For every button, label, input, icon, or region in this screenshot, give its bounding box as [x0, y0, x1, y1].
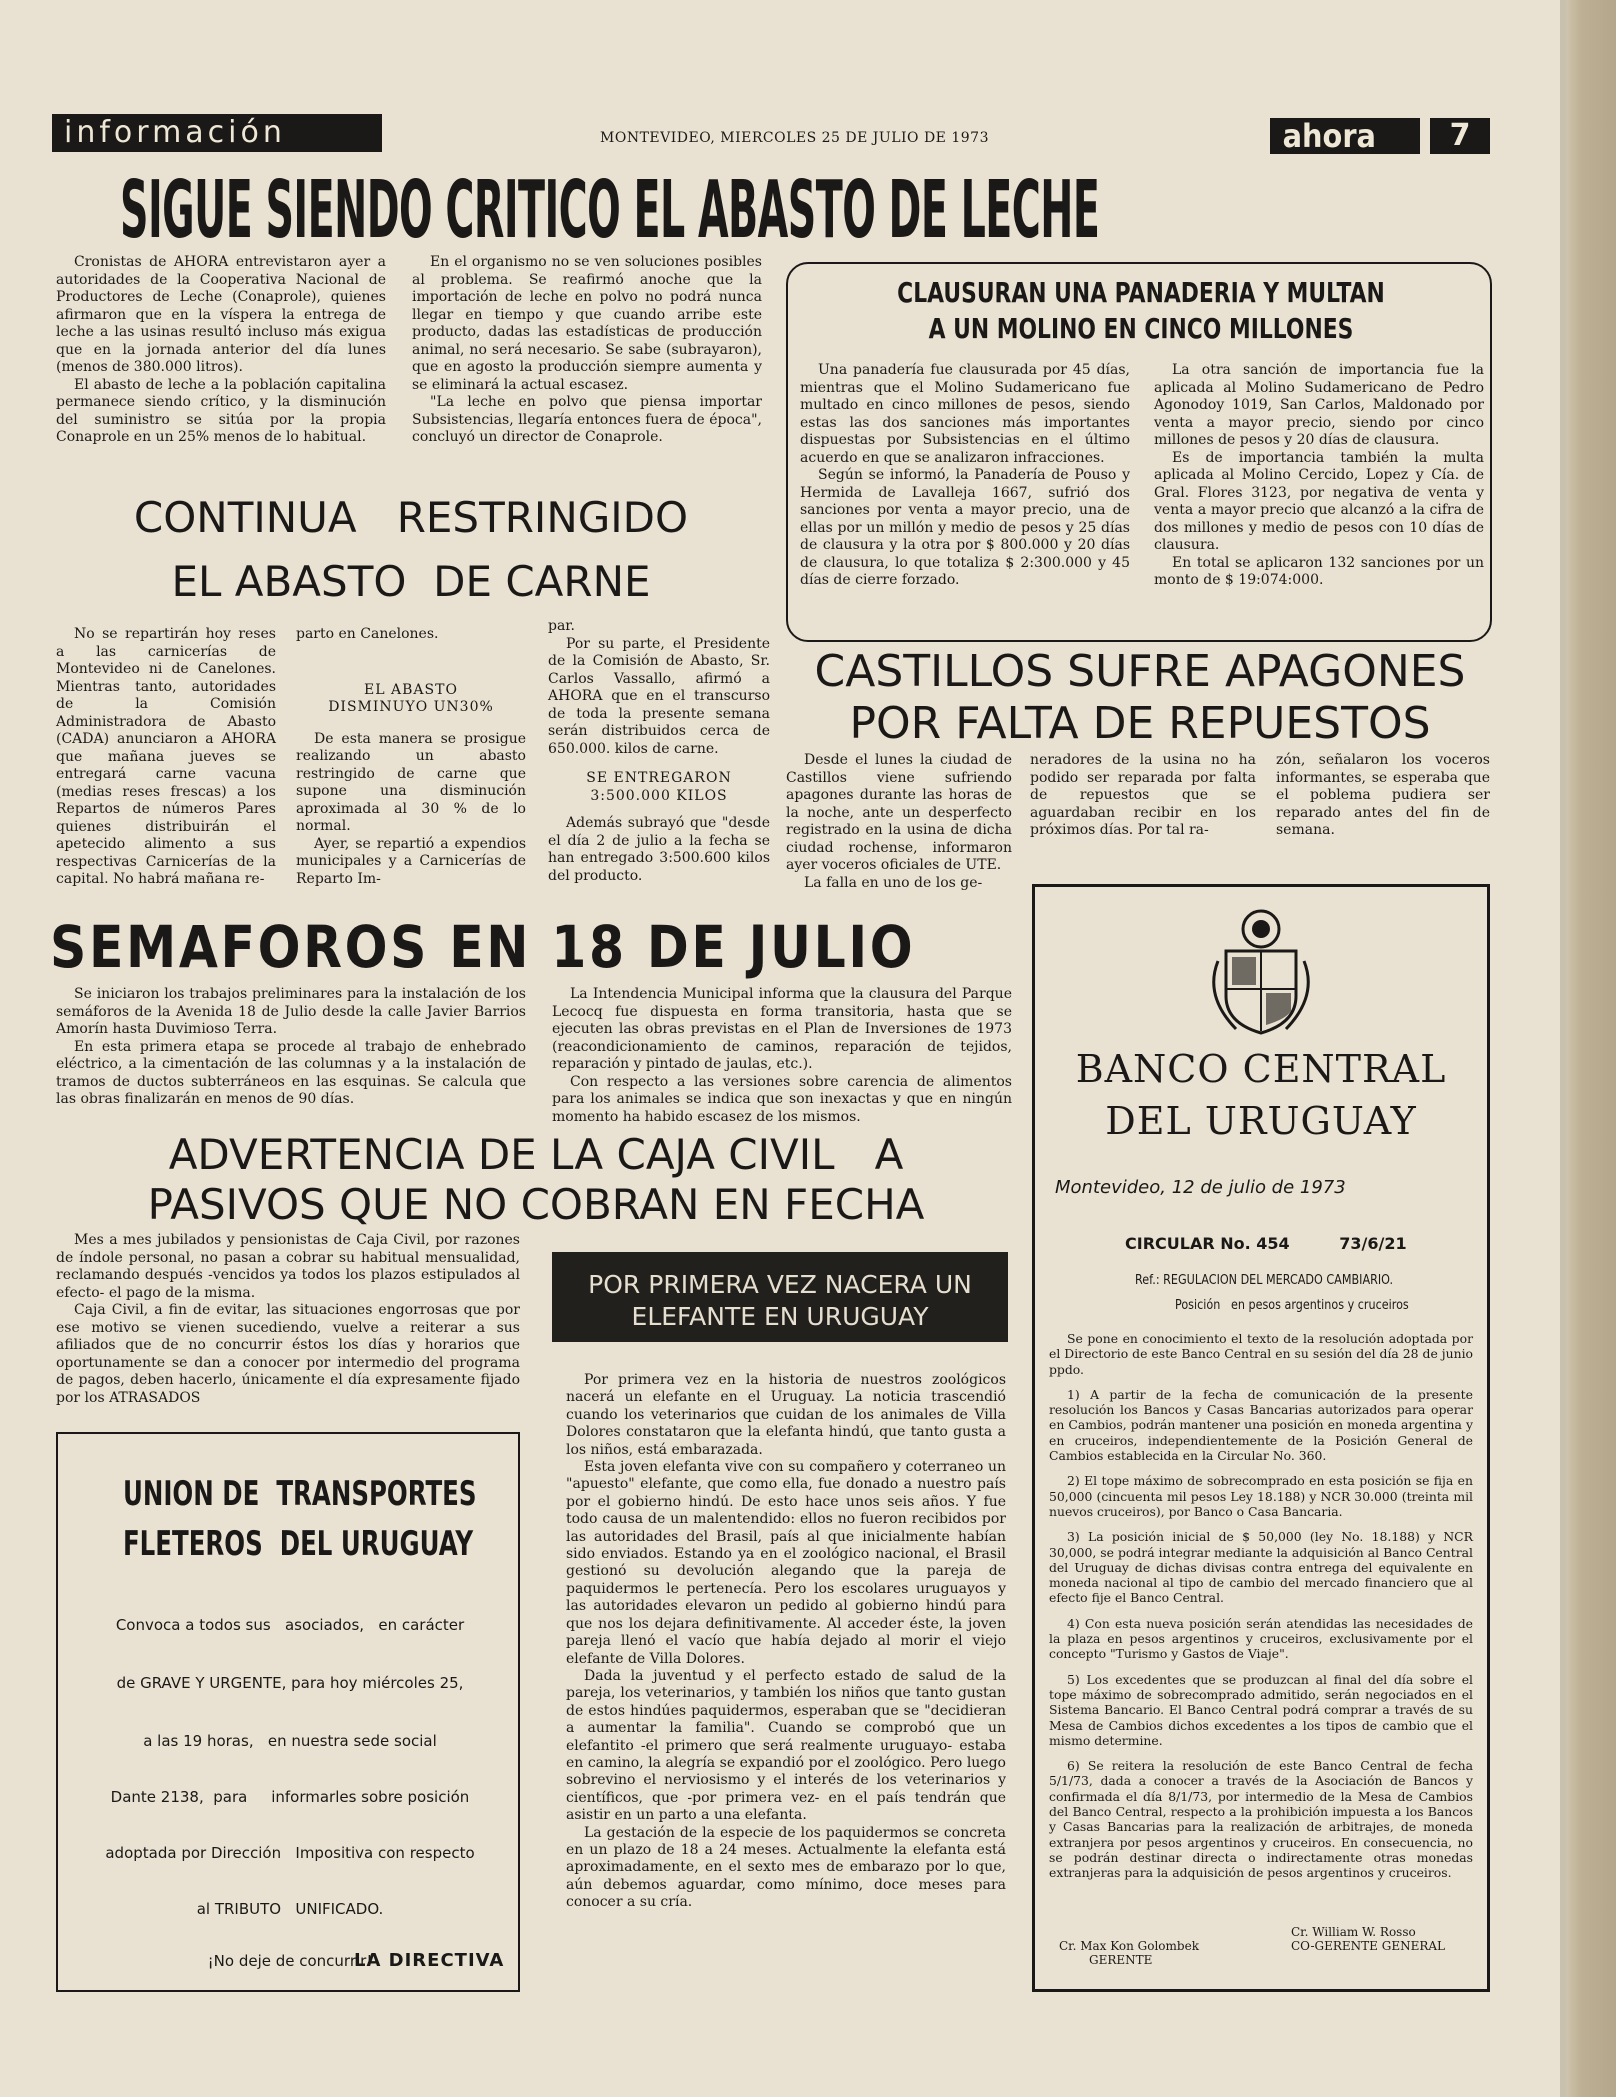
carne-headline-2: EL ABASTO DE CARNE [171, 557, 651, 606]
elefante-paragraph: La gestación de la especie de los paquidermos se concreta en un plazo de 18 a 24 meses. Actualmente la elefanta está aproximadamente, en el sexto mes de embarazo por lo que, aún debemos aguardar, como mínimo, doce meses para conocer a su cría. [566, 1824, 1006, 1911]
banco-signature-2 [1291, 1925, 1445, 1953]
carne-paragraph: parto en Canelones. [296, 626, 439, 642]
elefante-paragraph: Esta joven elefanta vive con su compañero y coterraneo un "apuesto" elefante, que como ella, fue donado a nuestro país por el gobierno hindú. De esto hace unos seis años. Y fue todo causa de un malentendido: ellos no fueron recibidos por las autoridades del Brasil, país al que inicialmente habían sido enviados. Estando ya en el zoológico nacional, el Brasil gestionó su devolución alegando que la pareja de paquidermos le pertenecía. Pero los escolares uruguayos y las autoridades elevaron un pedido al gobierno hindú para que nos los dejara definitivamente. Al acceder éste, la joven pareja llenó el vacío que había dejado al morir el viejo elefante de Villa Dolores. [566, 1459, 1006, 1667]
fleteros-line: Convoca a todos sus asociados, en carácter [115, 1616, 465, 1634]
castillos-paragraph: Desde el lunes la ciudad de Castillos viene sufriendo apagones durante las horas de la noche, ante un desperfecto registrado en la usina de dicha ciudad rochense, informaron ayer voceros oficiales de UTE. [786, 752, 1012, 873]
lead-paragraph: El abasto de leche a la población capitalina permanece siendo crítico, y la disminución del suministro se sitúa por la propia Conaprole en un 25% menos de lo habitual. [56, 376, 386, 445]
panaderia-headline-2: A UN MOLINO EN CINCO MILLONES [928, 312, 1354, 345]
carne-column-1 [56, 626, 276, 889]
semaforos-paragraph: Se iniciaron los trabajos preliminares para la instalación de los semáforos de la Avenida 18 de Julio desde la calle Javier Barrios Amorín hasta Duvimioso Terra. [56, 986, 526, 1037]
lead-paragraph: En el organismo no se ven soluciones posibles al problema. Se reafirmó anoche que la importación de leche en polvo no podrá nunca llegar en tiempo y que cuando arribe este producto, dadas las estadísticas de producción animal, no será necesario. Se sabe (subrayaron), que en agosto la producción siempre aumenta y se eliminará la actual escasez. [412, 254, 762, 393]
fleteros-line: a las 19 horas, en nuestra sede social [143, 1732, 437, 1750]
semaforos-paragraph: La Intendencia Municipal informa que la clausura del Parque Lecocq fue dispuesta en forma transitoria, hasta que se ejecuten las obras previstas en el Plan de Inversiones de 1973 (reacondicionamiento de caminos, reparación de tejidos, reparación y pintado de jaulas, etc.). [552, 986, 1012, 1072]
panaderia-box [786, 262, 1492, 642]
banco-date: Montevideo, 12 de julio de 1973 [1055, 1177, 1346, 1198]
panaderia-column-1 [800, 362, 1130, 590]
carne-paragraph: Por su parte, el Presidente de la Comisión de Abasto, Sr. Carlos Vassallo, afirmó a AHORA que en el transcurso de toda la presente semana serán distribuidos cerca de 650.000. kilos de carne. [548, 635, 770, 757]
dateline: MONTEVIDEO, MIERCOLES 25 DE JULIO DE 1973 [600, 130, 989, 146]
lead-headline: SIGUE SIENDO CRITICO EL ABASTO DE LECHE [120, 163, 1100, 256]
banco-circular-row [1125, 1234, 1487, 1253]
panaderia-paragraph: La otra sanción de importancia fue la aplicada al Molino Sudamericano de Pedro Agonodoy 1019, San Carlos, Maldonado por venta a mayor precio, siendo por cinco millones de pesos y 20 días de clausura. [1154, 362, 1484, 448]
fleteros-ad-box [56, 1432, 520, 1992]
elefante-body [566, 1372, 1006, 1912]
fleteros-line: ¡No deje de concurrir! [207, 1952, 373, 1970]
semaforos-column-1 [56, 986, 526, 1109]
castillos-headline-2: POR FALTA DE REPUESTOS [849, 698, 1431, 749]
banco-signature-title: CO-GERENTE GENERAL [1291, 1939, 1446, 1953]
banco-circular: CIRCULAR No. 454 [1125, 1234, 1290, 1253]
caja-body [56, 1232, 520, 1407]
elefante-paragraph: Dada la juventud y el perfecto estado de salud de la pareja, los veterinarios, y también los niños que tanto gustan de estos hindúes paquidermos, esperaban que se "decidieran a aumentar la familia". Cuando se comprobó que un elefantito -el primero que será realmente uruguayo- estaba en camino, la alegría se expandió por el zoológico. Pero luego sobrevino el nerviosismo y el interés de los veterinarios y científicos, que -por primera vez- en el país tendrán que asistir en un parto a una elefanta. [566, 1667, 1006, 1824]
banco-signature-1 [1059, 1939, 1199, 1967]
fleteros-title-2: FLETEROS DEL URUGUAY [122, 1524, 474, 1564]
banco-body [1049, 1331, 1473, 1881]
elefante-headline-box [552, 1252, 1008, 1342]
castillos-paragraph: zón, señalaron los voceros informantes, se esperaba que el poblema pudiera ser reparado antes del fin de semana. [1276, 752, 1490, 838]
page-number-label: 7 [1449, 118, 1471, 153]
carne-column-2 [296, 626, 526, 888]
caja-headline-1: ADVERTENCIA DE LA CAJA CIVIL A [168, 1130, 904, 1179]
masthead-ahora [1270, 118, 1420, 154]
carne-paragraph: No se repartirán hoy reses a las carnicerías de Montevideo ni de Canelones. Mientras tanto, autoridades de la Comisión Administradora de Abasto (CADA) anunciaron a AHORA que mañana jueves se entregará carne vacuna (medias reses frescas) a los Repartos de números Pares quienes distribuirán el apetecido alimento a sus respectivas Carnicerías de la capital. No habrá mañana re- [56, 626, 276, 887]
banco-paragraph: 3) La posición inicial de $ 50,000 (ley No. 18.188) y NCR 30,000, se podrá integrar mediante la adquisición al Banco Central del Uruguay de dichas divisas contra entrega del equivalente en moneda nacional al tipo de cambio del mercado financiero que al efecto fije el Banco Central. [1049, 1529, 1473, 1606]
lead-column-2 [412, 254, 762, 447]
banco-signature-name: Cr. Max Kon Golombek [1059, 1939, 1199, 1953]
section-tag-label: información [64, 115, 286, 150]
semaforos-paragraph: En esta primera etapa se procede al trabajo de enhebrado eléctrico, a la cimentación de las columnas y a la instalación de tramos de ductos subterráneos en las esquinas. Se calcula que las obras finalizarán en menos de 90 días. [56, 1038, 526, 1107]
panaderia-column-2 [1154, 362, 1484, 590]
banco-paragraph: 2) El tope máximo de sobrecomprado en esta posición se fija en 50,000 (cincuenta mil pesos Ley 18.188) y NCR 30.000 (treinta mil nuevos cruceiros), por Banco o Casa Bancaria. [1049, 1473, 1473, 1519]
banco-ref-2: Posición en pesos argentinos y cruceiros [1175, 1298, 1409, 1313]
fleteros-line: adoptada por Dirección Impositiva con respecto [105, 1844, 475, 1862]
semaforos-column-2 [552, 986, 1012, 1126]
caja-headline-2: PASIVOS QUE NO COBRAN EN FECHA [147, 1180, 925, 1229]
lead-column-1 [56, 254, 386, 447]
caja-paragraph: Mes a mes jubilados y pensionistas de Caja Civil, por razones de índole personal, no pasan a cobrar su habitual mensualidad, reclamando después -vencidos ya todos los plazos estipulados al efecto- el pago de la misma. [56, 1232, 520, 1301]
carne-paragraph: De esta manera se prosigue realizando un abasto restringido de carne que supone una disminución aproximada al 30 % de lo normal. [296, 730, 526, 834]
castillos-paragraph: La falla en uno de los ge- [804, 874, 983, 891]
banco-ref-1: Ref.: REGULACION DEL MERCADO CAMBIARIO. [1135, 1273, 1394, 1288]
masthead-ahora-label: ahora [1282, 117, 1376, 155]
carne-paragraph: Además subrayó que "desde el día 2 de julio a la fecha se han entregado 3:500.600 kilos del producto. [548, 815, 770, 884]
carne-paragraph: par. [548, 618, 575, 634]
section-tag [52, 114, 382, 152]
fleteros-line: de GRAVE Y URGENTE, para hoy miércoles 25, [116, 1674, 464, 1692]
carne-subhead-2 [548, 770, 770, 805]
panaderia-headline-1: CLAUSURAN UNA PANADERIA Y MULTAN [897, 276, 1385, 309]
coat-of-arms-icon [1196, 901, 1326, 1041]
castillos-column-1 [786, 752, 1012, 892]
fleteros-line: al TRIBUTO UNIFICADO. [196, 1900, 384, 1918]
banco-central-notice [1032, 884, 1490, 1992]
banco-paragraph: 4) Con esta nueva posición serán atendidas las necesidades de la plaza en pesos argentinos y cruceiros, exclusivamente por el concepto "Turismo y Gastos de Viaje". [1049, 1615, 1473, 1662]
carne-column-3 [548, 618, 770, 885]
elefante-headline-1: POR PRIMERA VEZ NACERA UN [588, 1270, 972, 1299]
panaderia-paragraph: Según se informó, la Panadería de Pouso y Hermida de Lavalleja 1667, sufrió dos sanciones por venta a mayor precio, una de ellas por un millón y medio de pesos y 25 días de clausura y la otra por $ 800.000 y 20 días de clausura, lo que totaliza $ 2:300.000 y 45 días de cierre forzado. [800, 467, 1130, 588]
castillos-paragraph: neradores de la usina no ha podido ser reparada por falta de repuestos que se aguardaban recibir en los próximos días. Por tal ra- [1030, 752, 1256, 838]
carne-headline-1: CONTINUA RESTRINGIDO [133, 493, 689, 542]
banco-title-2: DEL URUGUAY [1105, 1099, 1417, 1143]
panaderia-paragraph: En total se aplicaron 132 sanciones por un monto de $ 19:074:000. [1154, 554, 1484, 588]
lead-paragraph: Cronistas de AHORA entrevistaron ayer a autoridades de la Cooperativa Nacional de Productores de Leche (Conaprole), quienes afirmaron que en la víspera la entrega de leche a las usinas resultó incluso más exigua que en la jornada anterior del día lunes (menos de 380.000 litros). [56, 254, 386, 375]
carne-paragraph: Ayer, se repartió a expendios municipales y a Carnicerías de Reparto Im- [296, 835, 526, 887]
elefante-paragraph: Por primera vez en la historia de nuestros zoológicos nacerá un elefante en el Uruguay. La noticia trascendió cuando los veterinarios que cuidan de los animales de Villa Dolores constataron que la elefanta hindú, que tanto gusta a los niños, está embarazada. [566, 1372, 1006, 1458]
banco-paragraph: 1) A partir de la fecha de comunicación de la presente resolución los Bancos y Casas Bancarias autorizados para operar en Cambios, podrán mantener una posición en moneda argentina y en cruceiros, independientemente de la Posición General de Cambios establecida en la Circular No. 360. [1049, 1386, 1473, 1464]
page-number [1430, 118, 1490, 154]
carne-subhead-line: 3:500.000 KILOS [590, 787, 728, 804]
lead-paragraph: "La leche en polvo que piensa importar Subsistencias, llegaría entonces fuera de época", concluyó un director de Conaprole. [412, 394, 762, 445]
carne-subhead-line: EL ABASTO [364, 681, 458, 698]
semaforos-headline: SEMAFOROS EN 18 DE JULIO [50, 913, 916, 981]
banco-paragraph: 5) Los excedentes que se produzcan al final del día sobre el tope máximo de sobrecomprado admitido, serán negociados en el Sistema Bancario. El Banco Central podrá comprar a través de su Mesa de Cambios dichos excedentes a los tipos de cambio que el mismo determine. [1049, 1671, 1473, 1748]
fleteros-signature: LA DIRECTIVA [354, 1950, 505, 1971]
carne-subhead-line: SE ENTREGARON [586, 770, 732, 786]
page-edge [1566, 0, 1616, 2097]
panaderia-paragraph: Es de importancia también la multa aplicada al Molino Cercido, Lopez y Cía. de Gral. Flores 3123, por negativa de venta y venta a mayor precio que alcanzó a la cifra de dos millones y medio de pesos con 10 días de clausura. [1154, 449, 1484, 553]
banco-paragraph: Se pone en conocimiento el texto de la resolución adoptada por el Directorio de este Banco Central en su sesión del día 28 de junio ppdo. [1049, 1331, 1473, 1377]
castillos-column-3 [1276, 752, 1490, 840]
banco-signature-title: GERENTE [1089, 1953, 1153, 1967]
elefante-headline-2: ELEFANTE EN URUGUAY [631, 1302, 929, 1331]
banco-ref-code: 73/6/21 [1339, 1234, 1407, 1253]
semaforos-paragraph: Con respecto a las versiones sobre carencia de alimentos para los animales se indica que son inexactas y que en ningún momento ha habido escasez de los mismos. [552, 1073, 1012, 1125]
panaderia-paragraph: Una panadería fue clausurada por 45 días, mientras que el Molino Sudamericano fue multado en cinco millones de pesos, siendo estas las dos sanciones más importantes dispuestas por Subsistencias en el último acuerdo en que se analizaron infracciones. [800, 362, 1130, 466]
carne-subhead-line: DISMINUYO UN30% [328, 699, 494, 715]
castillos-headline-1: CASTILLOS SUFRE APAGONES [814, 646, 1466, 697]
fleteros-line: Dante 2138, para informarles sobre posición [110, 1788, 470, 1806]
castillos-column-2 [1030, 752, 1256, 840]
caja-paragraph: Caja Civil, a fin de evitar, las situaciones engorrosas que por ese motivo se vienen sucediendo, vuelve a reiterar a sus afiliados que de no concurrir éstos los días y horarios que oportunamente se dan a conocer por intermedio del programa de pagos, deben hacerlo, únicamente el día expresamente fijado por los ATRASADOS [56, 1302, 520, 1406]
banco-signature-name: Cr. William W. Rosso [1291, 1925, 1416, 1939]
banco-title-1: BANCO CENTRAL [1075, 1047, 1447, 1091]
banco-paragraph: 6) Se reitera la resolución de este Banco Central de fecha 5/1/73, dada a conocer a través de la Asociación de Bancos y confirmada el día 8/1/73, por intermedio de la Mesa de Cambios del Banco Central, respecto a la prohibición impuesta a los Bancos y Casas Bancarias para la realización de arbitrajes, de moneda extranjera por pesos argentinos y cruceiros. En consecuencia, no se podrán destinar directa o indirectamente otras monedas extranjeras para la adquisición de pesos argentinos y cruceiros. [1049, 1758, 1473, 1881]
fleteros-title-1: UNION DE TRANSPORTES [122, 1474, 477, 1514]
carne-subhead-1 [296, 682, 526, 717]
